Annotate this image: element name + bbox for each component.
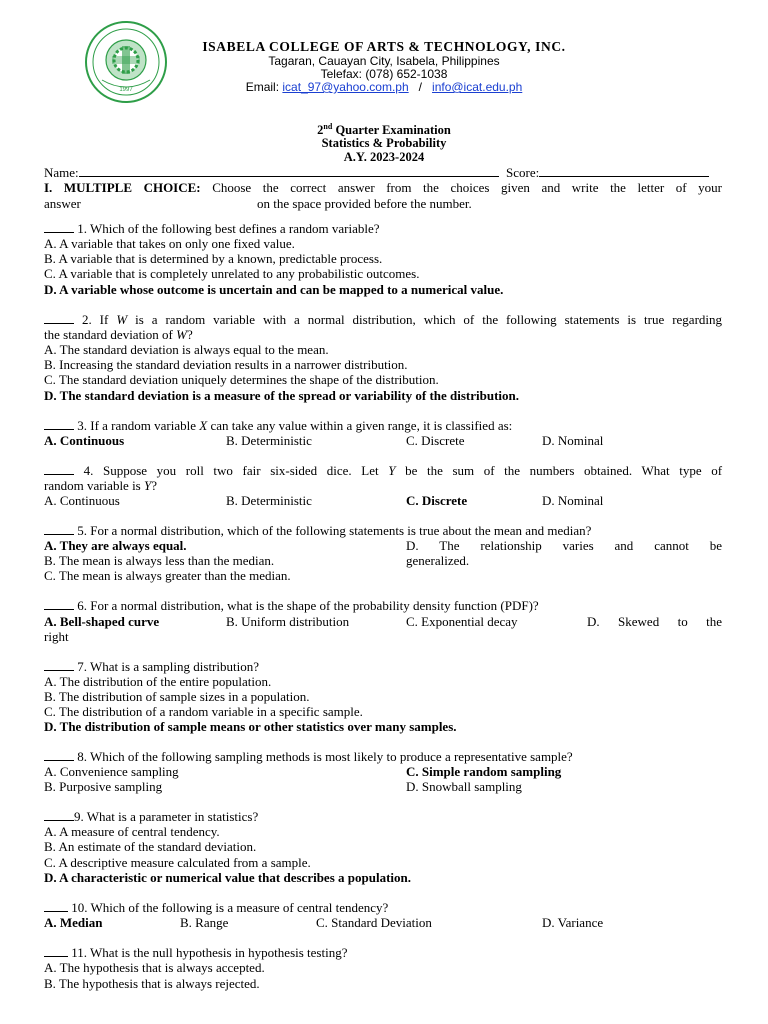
answer-blank-7[interactable] <box>44 659 74 671</box>
q3-option-b: B. Deterministic <box>226 433 312 448</box>
email-link-yahoo[interactable]: icat_97@yahoo.com.ph <box>282 80 409 94</box>
q7-option-d: D. The distribution of sample means or other statistics over many samples. <box>44 719 457 734</box>
answer-blank-1[interactable] <box>44 221 74 233</box>
answer-blank-8[interactable] <box>44 749 74 761</box>
email-link-icat[interactable]: info@icat.edu.ph <box>432 80 523 94</box>
q6-option-c: C. Exponential decay <box>406 614 518 629</box>
q2-option-b: B. Increasing the standard deviation results in a narrower distribution. <box>44 357 408 372</box>
q6-option-d-cont: right <box>44 629 69 644</box>
question-6: 6. For a normal distribution, what is the shape of the probability density function (PDF)? <box>44 598 539 613</box>
q1-option-c: C. A variable that is completely unrelated to any probabilistic outcomes. <box>44 266 420 281</box>
q4-option-d: D. Nominal <box>542 493 604 508</box>
question-4-line2: random variable is Y? <box>44 478 158 493</box>
q2-option-c: C. The standard deviation uniquely determines the shape of the distribution. <box>44 372 439 387</box>
q9-option-b: B. An estimate of the standard deviation. <box>44 839 257 854</box>
logo-year: 1997 <box>119 87 133 93</box>
question-2: 2. If W is a random variable with a normal distribution, which of the following statements is true regarding <box>44 312 722 327</box>
q5-option-d: D. The relationship varies and cannot be <box>406 538 722 553</box>
score-field: Score: <box>506 165 709 180</box>
q11-option-a: A. The hypothesis that is always accepted. <box>44 960 265 975</box>
q10-option-d: D. Variance <box>542 915 604 930</box>
q5-option-d-cont: generalized. <box>406 553 470 568</box>
answer-blank-11[interactable] <box>44 945 68 957</box>
q6-option-a: A. Bell-shaped curve <box>44 614 160 629</box>
answer-blank-3[interactable] <box>44 418 74 430</box>
q5-option-b: B. The mean is always less than the median. <box>44 553 275 568</box>
school-logo <box>84 20 168 104</box>
name-blank[interactable] <box>79 165 499 177</box>
answer-blank-6[interactable] <box>44 598 74 610</box>
q8-option-b: B. Purposive sampling <box>44 779 163 794</box>
q9-option-d: D. A characteristic or numerical value that describes a population. <box>44 870 411 885</box>
q3-option-d: D. Nominal <box>542 433 604 448</box>
question-1: 1. Which of the following best defines a random variable? <box>44 221 380 236</box>
school-address: Tagaran, Cauayan City, Isabela, Philippines <box>268 54 500 68</box>
q1-option-a: A. A variable that takes on only one fixed value. <box>44 236 295 251</box>
school-telefax: Telefax: (078) 652-1038 <box>320 67 448 81</box>
q3-option-a: A. Continuous <box>44 433 125 448</box>
q10-option-c: C. Standard Deviation <box>316 915 432 930</box>
answer-blank-10[interactable] <box>44 900 68 912</box>
q1-option-d: D. A variable whose outcome is uncertain and can be mapped to a numerical value. <box>44 282 504 297</box>
email-label: Email: <box>245 80 280 94</box>
q8-option-c: C. Simple random sampling <box>406 764 562 779</box>
q7-option-b: B. The distribution of sample sizes in a population. <box>44 689 310 704</box>
q7-option-c: C. The distribution of a random variable in a specific sample. <box>44 704 363 719</box>
question-2-line2: the standard deviation of W? <box>44 327 193 342</box>
question-8: 8. Which of the following sampling methods is most likely to produce a representative sample? <box>44 749 573 764</box>
score-blank[interactable] <box>539 165 709 177</box>
q4-option-a: A. Continuous <box>44 493 120 508</box>
q10-option-b: B. Range <box>180 915 229 930</box>
q4-option-b: B. Deterministic <box>226 493 312 508</box>
answer-blank-2[interactable] <box>44 312 74 324</box>
q9-option-c: C. A descriptive measure calculated from a sample. <box>44 855 311 870</box>
email-separator: / <box>418 80 423 94</box>
instructions-line2b: on the space provided before the number. <box>257 196 472 211</box>
q8-option-d: D. Snowball sampling <box>406 779 522 794</box>
school-name: ISABELA COLLEGE OF ARTS & TECHNOLOGY, INC. <box>202 39 566 54</box>
exam-title: 2nd Quarter Examination <box>317 122 451 138</box>
q6-option-d: D. Skewed to the <box>587 614 722 629</box>
q2-option-d: D. The standard deviation is a measure of the spread or variability of the distribution. <box>44 388 520 403</box>
question-5: 5. For a normal distribution, which of the following statements is true about the mean and median? <box>44 523 591 538</box>
question-11: 11. What is the null hypothesis in hypothesis testing? <box>44 945 347 960</box>
instructions-line1: I. MULTIPLE CHOICE: Choose the correct answer from the choices given and write the letter of your <box>44 180 722 195</box>
question-4: 4. Suppose you roll two fair six-sided dice. Let Y be the sum of the numbers obtained. What type of <box>44 463 722 478</box>
q10-option-a: A. Median <box>44 915 103 930</box>
school-email-line <box>168 80 600 94</box>
answer-blank-5[interactable] <box>44 523 74 535</box>
question-3: 3. If a random variable X can take any value within a given range, it is classified as: <box>44 418 512 433</box>
question-7: 7. What is a sampling distribution? <box>44 659 259 674</box>
exam-school-year: A.Y. 2023-2024 <box>343 150 425 164</box>
q6-option-b: B. Uniform distribution <box>226 614 350 629</box>
question-10: 10. Which of the following is a measure of central tendency? <box>44 900 388 915</box>
answer-blank-4[interactable] <box>44 463 74 475</box>
answer-blank-9[interactable] <box>44 809 74 821</box>
q7-option-a: A. The distribution of the entire population. <box>44 674 272 689</box>
q2-option-a: A. The standard deviation is always equal to the mean. <box>44 342 329 357</box>
name-field: Name: <box>44 165 499 180</box>
q11-option-b: B. The hypothesis that is always rejected. <box>44 976 260 991</box>
q4-option-c: C. Discrete <box>406 493 468 508</box>
q5-option-a: A. They are always equal. <box>44 538 187 553</box>
q1-option-b: B. A variable that is determined by a known, predictable process. <box>44 251 383 266</box>
q9-option-a: A. A measure of central tendency. <box>44 824 220 839</box>
q8-option-a: A. Convenience sampling <box>44 764 179 779</box>
q5-option-c: C. The mean is always greater than the median. <box>44 568 291 583</box>
exam-subject: Statistics & Probability <box>321 136 447 150</box>
question-9: 9. What is a parameter in statistics? <box>44 809 258 824</box>
instructions-line2a: answer <box>44 196 81 211</box>
q3-option-c: C. Discrete <box>406 433 465 448</box>
